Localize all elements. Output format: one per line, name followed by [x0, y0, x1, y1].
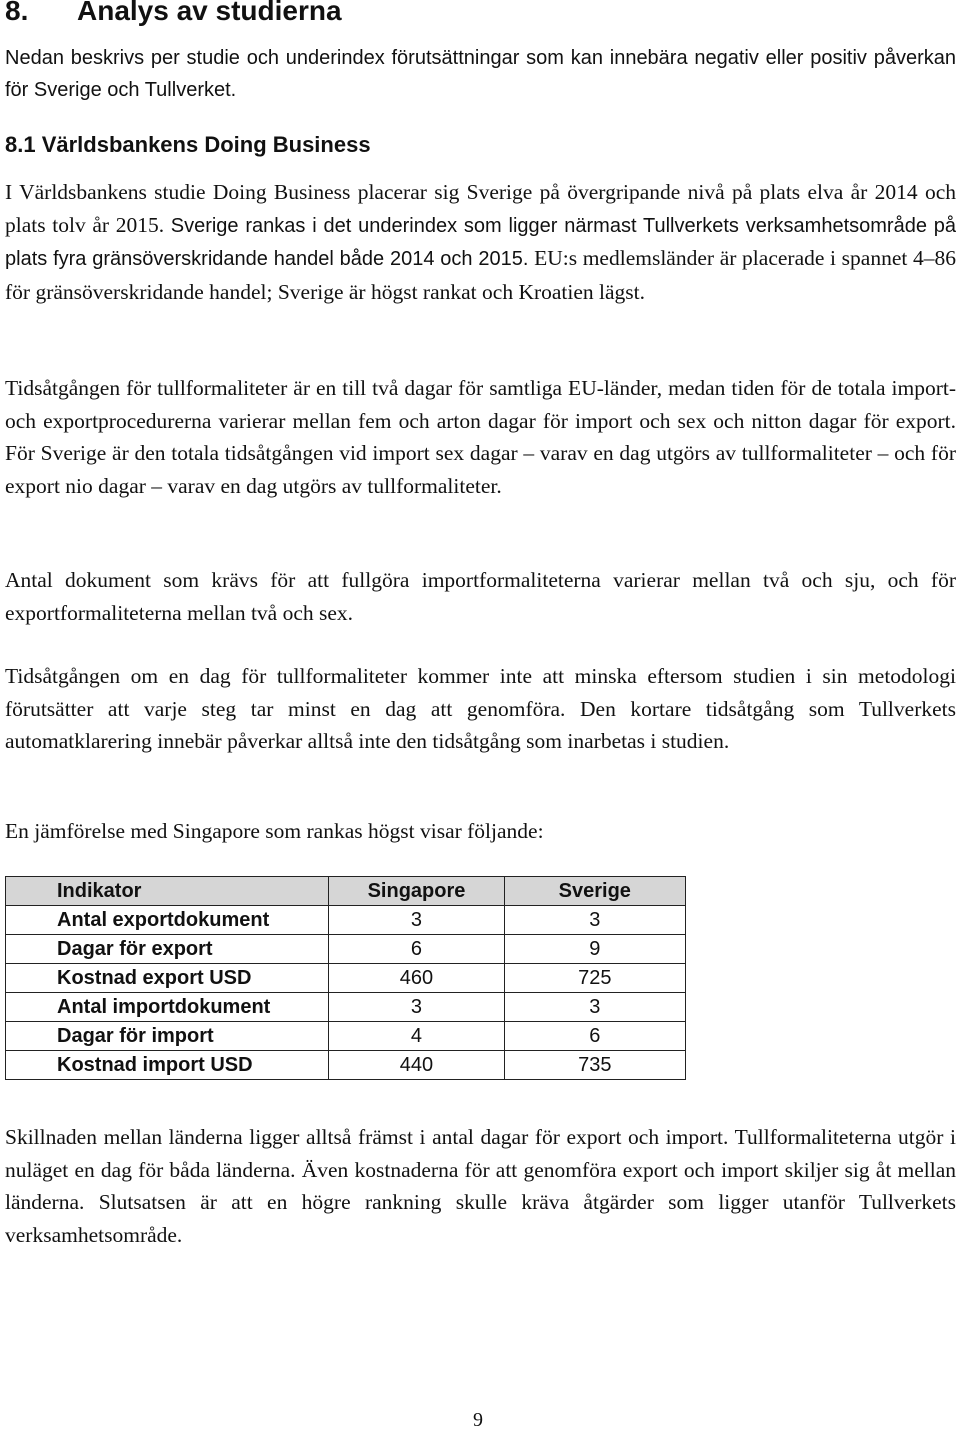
page-number: 9	[473, 1409, 483, 1431]
table-header-indikator: Indikator	[6, 877, 329, 906]
chapter-title: Analys av studierna	[77, 0, 342, 26]
intro-paragraph: Nedan beskrivs per studie och underindex förutsättningar som kan innebära negativ eller positiv påverkan för Sverige och Tullverket.	[5, 47, 956, 101]
table-cell-singapore: 3	[329, 906, 504, 935]
section-heading: 8.1 Världsbankens Doing Business	[5, 132, 371, 157]
comparison-table-wrap	[5, 876, 686, 1080]
table-cell-sverige: 3	[504, 993, 685, 1022]
table-row	[6, 993, 686, 1022]
paragraph-comparison-intro: En jämförelse med Singapore som rankas högst visar följande:	[5, 819, 544, 843]
paragraph-ranking-part1: I Världsbankens studie Doing Business placerar sig Sverige på övergripande nivå på plats elva år 2014 och plats tolv år 2015.	[5, 180, 956, 237]
paragraph-ranking	[5, 176, 956, 308]
paragraph-ranking-part3: EU:s medlemsländer är placerade i spannet 4–86 för gränsöverskridande handel; Sverige är högst rankat och Kroatien lägst.	[5, 246, 956, 304]
table-cell-singapore: 440	[329, 1051, 504, 1080]
comparison-table	[5, 876, 686, 1080]
table-cell-singapore: 460	[329, 964, 504, 993]
table-cell-indicator: Antal exportdokument	[6, 906, 329, 935]
paragraph-documents: Antal dokument som krävs för att fullgöra importformaliteterna varierar mellan två och sju, och för exportformaliteterna mellan två och sex.	[5, 568, 956, 625]
table-cell-sverige: 725	[504, 964, 685, 993]
table-cell-indicator: Antal importdokument	[6, 993, 329, 1022]
table-cell-sverige: 9	[504, 935, 685, 964]
paragraph-ranking-part2: Sverige rankas i det underindex som ligger närmast Tullverkets verksamhetsområde på plats fyra gränsöverskridande handel både 2014 och 2015.	[5, 214, 957, 270]
table-row	[6, 1022, 686, 1051]
table-cell-sverige: 735	[504, 1051, 685, 1080]
table-cell-singapore: 3	[329, 993, 504, 1022]
table-cell-singapore: 6	[329, 935, 504, 964]
table-cell-indicator: Kostnad import USD	[6, 1051, 329, 1080]
table-cell-sverige: 3	[504, 906, 685, 935]
table-cell-singapore: 4	[329, 1022, 504, 1051]
chapter-heading	[5, 0, 342, 27]
paragraph-conclusion: Skillnaden mellan länderna ligger alltså främst i antal dagar för export och import. Tullformaliteterna utgör i nuläget en dag för båda länderna. Även kostnaderna för att genomföra export och import skiljer sig åt mellan länderna. Slutsatsen är att en högre rankning skulle kräva åtgärder som ligger utanför Tullverkets verksamhetsområde.	[5, 1125, 956, 1247]
paragraph-time: Tidsåtgången för tullformaliteter är en till två dagar för samtliga EU-länder, medan tiden för de totala import- och exportprocedurerna varierar mellan fem och arton dagar för import och sex och nitton dagar för export. För Sverige är den totala tidsåtgången vid import sex dagar – varav en dag utgörs av tullformaliteter – och för export nio dagar – varav en dag utgörs av tullformaliteter.	[5, 376, 956, 498]
table-row	[6, 964, 686, 993]
table-header-row	[6, 877, 686, 906]
table-cell-indicator: Dagar för import	[6, 1022, 329, 1051]
table-cell-indicator: Dagar för export	[6, 935, 329, 964]
chapter-number: 8.	[5, 0, 29, 26]
table-row	[6, 1051, 686, 1080]
table-row	[6, 935, 686, 964]
table-row	[6, 906, 686, 935]
table-cell-sverige: 6	[504, 1022, 685, 1051]
table-header-singapore: Singapore	[329, 877, 504, 906]
table-cell-indicator: Kostnad export USD	[6, 964, 329, 993]
paragraph-methodology: Tidsåtgången om en dag för tullformaliteter kommer inte att minska eftersom studien i sin metodologi förutsätter att varje steg tar minst en dag att genomföra. Den kortare tidsåtgång som Tullverkets automatklarering innebär påverkar alltså inte den tidsåtgång som inarbetas i studien.	[5, 664, 956, 753]
table-header-sverige: Sverige	[504, 877, 685, 906]
